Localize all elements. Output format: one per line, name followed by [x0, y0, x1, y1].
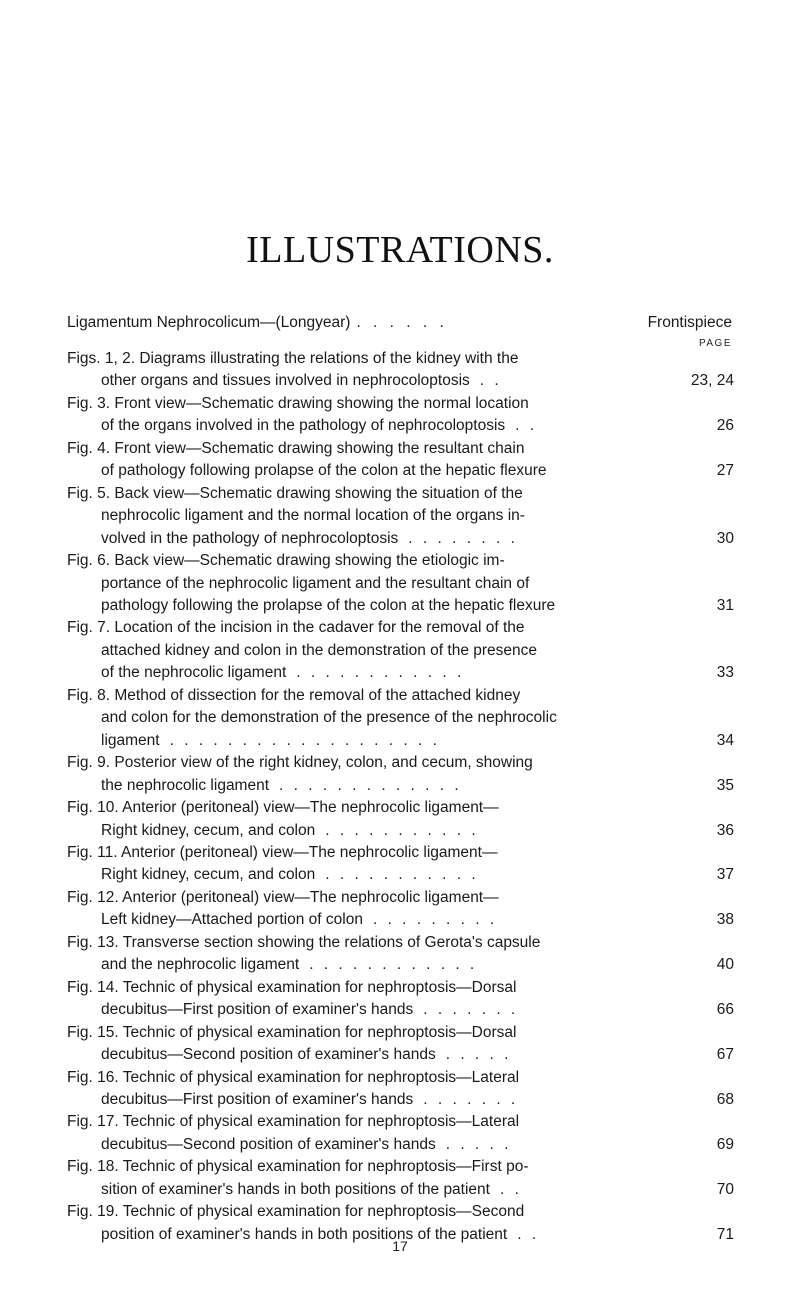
- spacer: [464, 662, 714, 684]
- page-number: 27: [716, 462, 734, 480]
- entry-line: of pathology following prolapse of the colon at the hepatic flexure: [101, 462, 547, 480]
- spacer: [479, 820, 714, 842]
- list-item: [67, 685, 734, 752]
- list-item: [67, 348, 734, 393]
- entry-final-line: [67, 528, 734, 550]
- page-number: 37: [716, 866, 734, 884]
- list-item: [67, 483, 734, 550]
- list-item: [67, 1111, 734, 1156]
- list-item: [67, 550, 734, 617]
- entry-final-line: [67, 460, 734, 482]
- frontispiece-page: Frontispiece: [647, 314, 732, 331]
- list-item: [67, 393, 734, 438]
- list-item: [67, 752, 734, 797]
- entry-line: Fig. 11. Anterior (peritoneal) view—The nephrocolic ligament—: [67, 843, 498, 861]
- entry-final-line: [67, 999, 734, 1021]
- leader-dots: . . . . . . . . . . .: [325, 866, 479, 884]
- entry-line: decubitus—First position of examiner's hands: [101, 1001, 414, 1019]
- illustrations-list: [67, 348, 734, 1246]
- leader-dots: . . . . . . . . . . .: [325, 821, 479, 839]
- entry-final-line: [67, 820, 734, 842]
- leader-dots: . . . . . . . . . . . .: [296, 664, 465, 682]
- list-item: [67, 797, 734, 842]
- entry-line: Right kidney, cecum, and colon: [101, 866, 316, 884]
- entry-final-line: [67, 954, 734, 976]
- entry-line: sition of examiner's hands in both positions of the patient: [101, 1180, 490, 1198]
- entry-line: the nephrocolic ligament: [101, 776, 270, 794]
- leader-dots: . . . . . . .: [423, 1090, 519, 1108]
- entry-line: Fig. 9. Posterior view of the right kidney, colon, and cecum, showing: [67, 754, 533, 772]
- entry-line: Right kidney, cecum, and colon: [101, 821, 316, 839]
- leader-dots: . . . . .: [445, 1046, 512, 1064]
- leader-dots: . .: [499, 1180, 522, 1198]
- page-number: 69: [716, 1135, 734, 1153]
- spacer: [462, 775, 714, 797]
- frontispiece-entry: [67, 312, 732, 334]
- page-number: 30: [716, 529, 734, 547]
- entry-line: Fig. 19. Technic of physical examination for nephroptosis—Second: [67, 1203, 525, 1221]
- entry-line: Fig. 7. Location of the incision in the cadaver for the removal of the: [67, 619, 525, 637]
- spacer: [555, 595, 714, 617]
- spacer: [477, 954, 714, 976]
- list-item: [67, 617, 734, 684]
- entry-line: decubitus—Second position of examiner's hands: [101, 1046, 436, 1064]
- entry-final-line: [67, 662, 734, 684]
- entry-line: other organs and tissues involved in nephrocoloptosis: [101, 372, 470, 390]
- leader-dots: . .: [517, 1225, 540, 1243]
- spacer: [440, 730, 714, 752]
- entry-final-line: [67, 370, 734, 392]
- spacer: [497, 909, 714, 931]
- folio-number: 17: [392, 1238, 408, 1254]
- entry-line: Left kidney—Attached portion of colon: [101, 911, 363, 929]
- page-number: 36: [716, 821, 734, 839]
- frontispiece-title: Ligamentum Nephrocolicum—(Longyear): [67, 314, 351, 331]
- entry-line: of the nephrocolic ligament: [101, 664, 287, 682]
- page-number: 66: [716, 1001, 734, 1019]
- entry-line: Figs. 1, 2. Diagrams illustrating the relations of the kidney with the: [67, 350, 519, 367]
- page-column-label: PAGE: [698, 338, 732, 349]
- entry-line: and the nephrocolic ligament: [101, 956, 300, 974]
- leader-dots: . . . . . . .: [423, 1001, 519, 1019]
- page-title: ILLUSTRATIONS.: [246, 229, 554, 271]
- spacer: [511, 1044, 714, 1066]
- entry-line: attached kidney and colon in the demonstration of the presence: [101, 641, 538, 659]
- leader-dots: . . . . . . . . .: [372, 911, 498, 929]
- entry-final-line: [67, 415, 734, 437]
- spacer: [502, 370, 691, 392]
- entry-line: Fig. 13. Transverse section showing the relations of Gerota's capsule: [67, 933, 541, 951]
- list-item: [67, 1022, 734, 1067]
- leader-dots: . . . . . .: [356, 314, 448, 331]
- entry-final-line: [67, 595, 734, 617]
- page-number: 40: [716, 956, 734, 974]
- page-number: 38: [716, 911, 734, 929]
- entry-final-line: [67, 1044, 734, 1066]
- entry-line: of the organs involved in the pathology of nephrocoloptosis: [101, 417, 506, 435]
- entry-line: Fig. 5. Back view—Schematic drawing showing the situation of the: [67, 484, 523, 502]
- entry-line: Fig. 3. Front view—Schematic drawing showing the normal location: [67, 394, 529, 412]
- spacer: [518, 528, 714, 550]
- page-number: 70: [716, 1180, 734, 1198]
- list-item: [67, 887, 734, 932]
- page-number: 71: [716, 1225, 734, 1243]
- entry-final-line: [67, 864, 734, 886]
- entry-line: decubitus—Second position of examiner's hands: [101, 1135, 436, 1153]
- entry-line: portance of the nephrocolic ligament and the resultant chain of: [101, 574, 530, 592]
- spacer: [518, 999, 714, 1021]
- entry-final-line: [67, 730, 734, 752]
- page-number: 31: [716, 596, 734, 614]
- entry-line: decubitus—First position of examiner's hands: [101, 1090, 414, 1108]
- entry-line: Fig. 17. Technic of physical examination for nephroptosis—Lateral: [67, 1113, 520, 1131]
- page-number: 68: [716, 1090, 734, 1108]
- entry-line: Fig. 6. Back view—Schematic drawing showing the etiologic im-: [67, 552, 505, 570]
- entry-final-line: [67, 1089, 734, 1111]
- entry-line: ligament: [101, 731, 160, 749]
- entry-line: Fig. 15. Technic of physical examination for nephroptosis—Dorsal: [67, 1023, 517, 1041]
- spacer: [511, 1134, 714, 1156]
- entry-line: nephrocolic ligament and the normal location of the organs in-: [101, 507, 525, 525]
- leader-dots: . . . . . . . . . . . . .: [279, 776, 462, 794]
- entry-line: pathology following the prolapse of the colon at the hepatic flexure: [101, 596, 556, 614]
- entry-final-line: [67, 1134, 734, 1156]
- entry-final-line: [67, 1179, 734, 1201]
- entry-line: Fig. 10. Anterior (peritoneal) view—The nephrocolic ligament—: [67, 799, 499, 817]
- entry-line: volved in the pathology of nephrocoloptosis: [101, 529, 399, 547]
- leader-dots: . .: [515, 417, 538, 435]
- spacer: [522, 1179, 714, 1201]
- spacer: [479, 864, 714, 886]
- page-number: 23, 24: [690, 372, 734, 390]
- page-number: 35: [716, 776, 734, 794]
- entry-line: position of examiner's hands in both positions of the patient: [101, 1225, 508, 1243]
- entry-final-line: [67, 775, 734, 797]
- list-item: [67, 438, 734, 483]
- entry-final-line: [67, 909, 734, 931]
- page-number: 33: [716, 664, 734, 682]
- entry-line: and colon for the demonstration of the presence of the nephrocolic: [101, 709, 557, 727]
- entry-line: Fig. 12. Anterior (peritoneal) view—The nephrocolic ligament—: [67, 888, 499, 906]
- page-number: 26: [716, 417, 734, 435]
- list-item: [67, 1067, 734, 1112]
- list-item: [67, 977, 734, 1022]
- leader-dots: . . . . .: [445, 1135, 512, 1153]
- leader-dots: . . . . . . . . . . . . . . . . . . .: [169, 731, 440, 749]
- page-number: 67: [716, 1046, 734, 1064]
- leader-dots: . . . . . . . . . . . .: [309, 956, 478, 974]
- list-item: [67, 932, 734, 977]
- leader-dots: . . . . . . . .: [408, 529, 518, 547]
- page-number: 34: [716, 731, 734, 749]
- leader-dots: . .: [479, 372, 502, 390]
- entry-line: Fig. 14. Technic of physical examination for nephroptosis—Dorsal: [67, 978, 517, 996]
- entry-line: Fig. 16. Technic of physical examination for nephroptosis—Lateral: [67, 1068, 520, 1086]
- spacer: [547, 460, 715, 482]
- entry-line: Fig. 4. Front view—Schematic drawing showing the resultant chain: [67, 439, 525, 457]
- spacer: [518, 1089, 714, 1111]
- list-item: [67, 842, 734, 887]
- spacer: [537, 415, 714, 437]
- entry-line: Fig. 8. Method of dissection for the removal of the attached kidney: [67, 686, 521, 704]
- entry-line: Fig. 18. Technic of physical examination for nephroptosis—First po-: [67, 1158, 529, 1176]
- list-item: [67, 1156, 734, 1201]
